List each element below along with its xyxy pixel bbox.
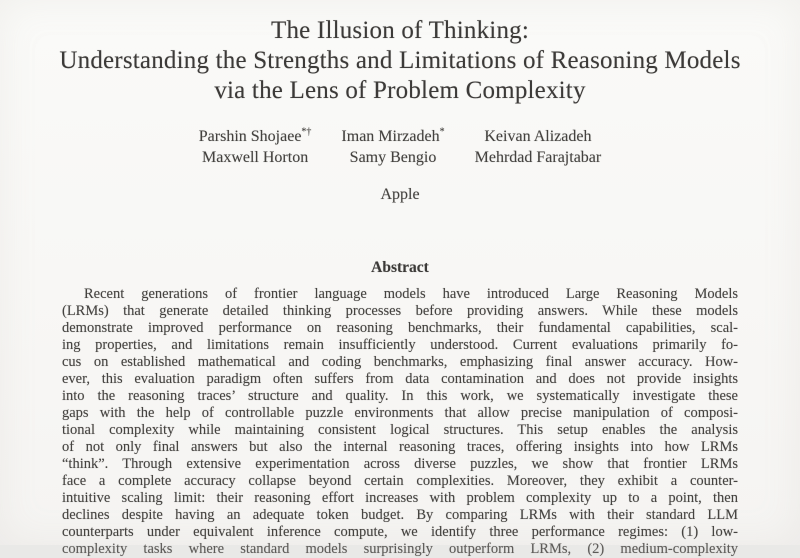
author-name-text: Mehrdad Farajtabar [474, 149, 602, 166]
author-name [475, 147, 602, 168]
author-name [341, 126, 444, 147]
abstract-line: face a complete accuracy collapse beyond certain complexities. Moreover, they exhibit a counter- [62, 473, 738, 489]
abstract-body [62, 286, 738, 558]
author-block [0, 126, 800, 168]
abstract-line: cus on established mathematical and coding benchmarks, emphasizing final answer accuracy. How- [62, 354, 738, 370]
abstract-line: ever, this evaluation paradigm often suffers from data contamination and does not provide insights [62, 371, 738, 387]
abstract-line: into the reasoning traces’ structure and quality. In this work, we systematically investigate these [62, 388, 738, 404]
paper-title [0, 0, 800, 106]
author-footnote-mark: * [439, 126, 445, 138]
abstract-line: “think”. Through extensive experimentation across diverse puzzles, we show that frontier LRMs [62, 456, 738, 472]
abstract-line: Recent generations of frontier language models have introduced Large Reasoning Models [84, 286, 738, 302]
abstract-line: (LRMs) that generate detailed thinking processes before providing answers. While these models [62, 303, 738, 319]
abstract-line: declines despite having an adequate token budget. By comparing LRMs with their standard LLM [62, 507, 738, 523]
abstract-line-clipped: complexity tasks where standard models surprisingly outperform LRMs, (2) medium-complexity [62, 541, 738, 557]
abstract-heading: Abstract [371, 259, 429, 276]
abstract-line: ing properties, and limitations remain insufficiently understood. Current evaluations primarily fo- [62, 337, 738, 353]
author-footnote-mark: *† [301, 126, 312, 138]
paper-title-line-2: Understanding the Strengths and Limitations of Reasoning Models [59, 47, 741, 74]
abstract-line: tional complexity while maintaining consistent logical structures. This setup enables the analysis [62, 422, 738, 438]
author-name [199, 147, 312, 168]
abstract-line: demonstrate improved performance on reasoning benchmarks, their fundamental capabilities, scal- [62, 320, 738, 336]
author-name-text: Keivan Alizadeh [484, 128, 592, 145]
author-name [475, 126, 602, 147]
abstract-line: of not only final answers but also the internal reasoning traces, offering insights into how LRMs [62, 439, 738, 455]
author-name-text: Maxwell Horton [201, 149, 309, 166]
abstract-line: intuitive scaling limit: their reasoning effort increases with problem complexity up to a point, then [62, 490, 738, 506]
author-name-text: Iman Mirzadeh [341, 128, 440, 145]
abstract-line: gaps with the help of controllable puzzle environments that allow precise manipulation of composi- [62, 405, 738, 421]
author-name-text: Parshin Shojaee [198, 128, 302, 145]
paper-title-line-1: The Illusion of Thinking: [271, 17, 529, 44]
author-name [341, 147, 444, 168]
affiliation: Apple [380, 186, 420, 203]
author-name [199, 126, 312, 147]
author-name-text: Samy Bengio [349, 149, 437, 166]
abstract-line: counterparts under equivalent inference compute, we identify three performance regimes: (1) low- [62, 524, 738, 540]
paper-title-line-3: via the Lens of Problem Complexity [214, 77, 586, 104]
